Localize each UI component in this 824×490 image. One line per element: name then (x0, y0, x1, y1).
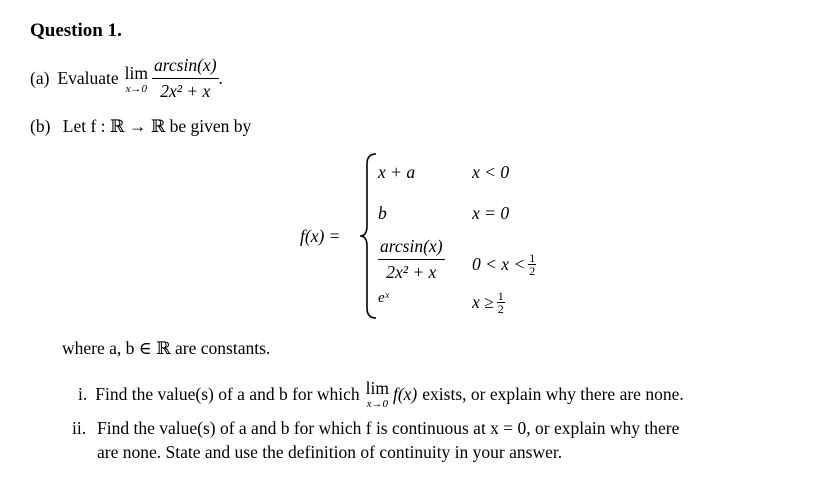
piecewise-lhs: f(x) = (300, 226, 341, 246)
part-a-label: (a) (30, 68, 50, 88)
item-i-fx: f(x) (392, 383, 418, 404)
item-i-before: Find the value(s) of a and b for which (95, 383, 360, 404)
item-i-limit (366, 378, 389, 410)
case-3-cond-num: 1 (529, 251, 536, 265)
part-a-limit (125, 63, 148, 95)
part-b-intro: Let f : ℝ → ℝ be given by (62, 116, 252, 136)
part-a-period: . (218, 68, 223, 88)
case-3-numerator: arcsin(x) (378, 236, 445, 260)
part-a-denominator: 2x² + x (160, 81, 211, 101)
piecewise-brace (358, 152, 378, 320)
part-b-intro-line (30, 116, 251, 137)
part-b-label: (b) (30, 116, 51, 136)
case-3-cond (472, 252, 536, 277)
item-i (78, 378, 684, 410)
case-4-cond-den: 2 (497, 302, 504, 316)
case-3-denominator: 2x² + x (386, 262, 437, 282)
part-a-fraction (152, 55, 219, 102)
case-2-expr: b (378, 203, 387, 223)
item-ii-line2: are none. State and use the definition of continuity in your answer. (97, 442, 563, 462)
case-4-cond-num: 1 (497, 289, 504, 303)
case-1-cond: x < 0 (472, 162, 510, 182)
part-a-lim-sub: x→0 (125, 82, 148, 95)
item-i-after: exists, or explain why there are none. (422, 383, 684, 404)
item-ii-line1: Find the value(s) of a and b for which f is continuous at x = 0, or explain why there (97, 418, 680, 438)
case-2-cond: x = 0 (472, 203, 510, 223)
part-a-numerator: arcsin(x) (152, 55, 219, 79)
constants-note: where a, b ∈ ℝ are constants. (62, 338, 271, 358)
case-4-cond-prefix: x ≥ (472, 292, 494, 312)
question-title: Question 1. (30, 20, 122, 41)
part-a (30, 55, 223, 102)
part-a-text: Evaluate (57, 68, 119, 88)
case-1-expr: x + a (378, 162, 416, 182)
part-a-lim-word: lim (124, 62, 148, 83)
case-3-cond-prefix: 0 < x < (472, 254, 526, 274)
item-i-lim-sub: x→0 (366, 398, 388, 410)
item-ii-label: ii. (72, 418, 87, 438)
case-4-expr: eˣ (378, 290, 389, 306)
case-3-cond-den: 2 (529, 264, 536, 278)
case-4-cond (472, 290, 505, 315)
item-i-label: i. (78, 383, 88, 404)
case-3-expr (378, 236, 445, 283)
item-i-lim-word: lim (365, 378, 389, 398)
